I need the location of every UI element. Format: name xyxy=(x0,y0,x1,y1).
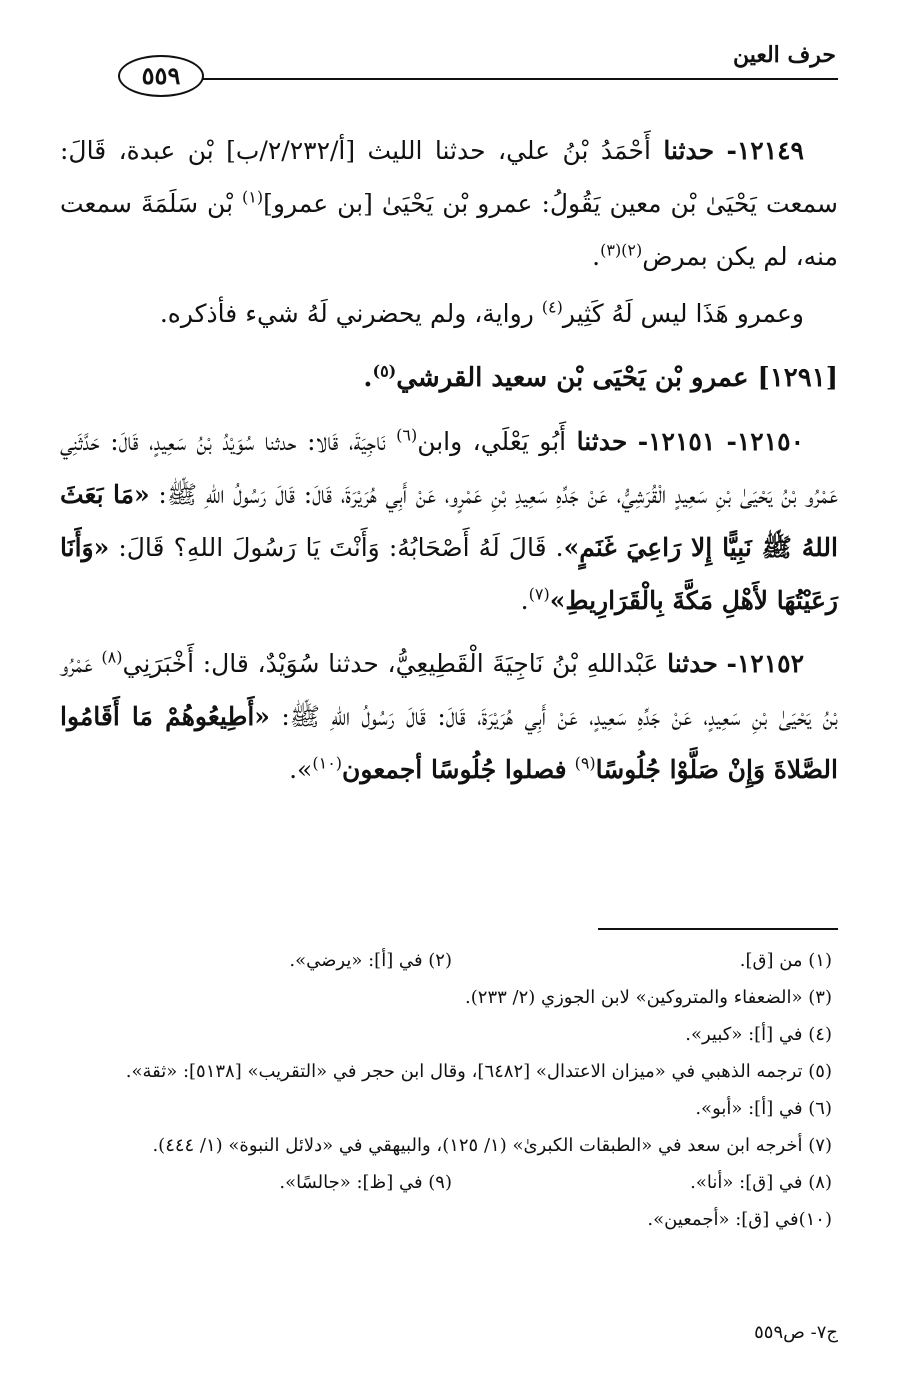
heading-end: . xyxy=(363,363,373,393)
footnote-8: (٨) في [ق]: «أنا». xyxy=(690,1172,832,1193)
paragraph-text: نَاجِيَةَ، قَالا: حدثنا سُوَيْدُ بْنُ سَعِيدٍ، قَالَ: حَدَّثَنِي عَمْرُو بْنُ يَحْيَىٰ بْنِ سَعِيدٍ الْقُرَشِيُّ، عَنْ جَدِّهِ سَعِيدِ بْنِ عَمْرٍو، عَنْ أَبِي هُرَيْرَةَ، قَالَ: قَالَ رَسُولُ اللهِ ﷺ: xyxy=(60,427,839,509)
paragraph-text: رواية، ولم يحضرني لَهُ شيء فأذكره. xyxy=(159,299,534,328)
biography-number: [١٢٩١] xyxy=(757,363,838,393)
main-text xyxy=(60,124,838,806)
biography-title: عمرو بْن يَحْيَى بْن سعيد القرشي xyxy=(396,363,749,393)
running-head: حرف العين xyxy=(732,42,836,68)
footnote-ref[interactable]: (٧) xyxy=(528,584,550,604)
footnote-4: (٤) في [أ]: «كبير». xyxy=(685,1024,832,1045)
footnote-ref[interactable]: (٩) xyxy=(574,753,596,773)
commentary-paragraph xyxy=(60,287,838,340)
volume-page-mark: ج٧- ص٥٥٩ xyxy=(754,1322,838,1343)
paragraph-end: . xyxy=(520,586,529,615)
footnote-7: (٧) أخرجه ابن سعد في «الطبقات الكبرىٰ» (١/ ١٢٥)، والبيهقي في «دلائل النبوة» (١/ ٤٤٤). xyxy=(152,1135,832,1156)
footnote-1: (١) من [ق]. xyxy=(739,950,832,971)
footnote-3: (٣) «الضعفاء والمتروكين» لابن الجوزي (٢/ ٢٣٣). xyxy=(465,987,832,1008)
paragraph-text: بْن سَلَمَةَ سمعت منه، لم يكن بمرض xyxy=(60,189,838,271)
footnote-ref[interactable]: (٤) xyxy=(541,297,563,317)
footnotes xyxy=(60,942,832,1238)
footnote-row xyxy=(60,942,832,979)
prophetic-quote: فصلوا جُلُوسًا أجمعون xyxy=(342,755,567,784)
footnote-5: (٥) ترجمه الذهبي في «ميزان الاعتدال» [٦٤٨٢]، وقال ابن حجر في «التقريب» [٥١٣٨]: «ثقة». xyxy=(125,1061,832,1082)
biography-heading xyxy=(60,352,838,405)
footnote-ref[interactable]: (٢)(٣) xyxy=(600,240,643,260)
narration-lead: حدثنا xyxy=(663,136,715,165)
prophetic-quote: «مَا بَعَثَ اللهُ ﷺ نَبِيًّا إِلا رَاعِيَ غَنَمٍ» xyxy=(60,480,838,562)
page-number: ٥٥٩ xyxy=(118,55,204,97)
footnote-2: (٢) في [أ]: «يرضي». xyxy=(289,950,452,971)
hadith-paragraph-12149 xyxy=(60,124,838,283)
prophetic-quote: «أَطِيعُوهُمْ مَا أَقَامُوا الصَّلاةَ وَإِنْ صَلَّوْا جُلُوسًا xyxy=(60,702,838,784)
footnote-ref[interactable]: (٥) xyxy=(372,361,397,381)
footnote-row xyxy=(60,1164,832,1201)
footnote-ref[interactable]: (٨) xyxy=(101,647,123,667)
paragraph-text: أَحْمَدُ بْنُ علي، حدثنا الليث [أ/٢/٢٣٢/ب] بْن عبدة، قَالَ: سمعت يَحْيَىٰ بْن معين يَقُولُ: عمرو بْن يَحْيَىٰ [بن عمرو] xyxy=(60,136,838,218)
prophetic-quote: «وَأَنَا رَعَيْتُهَا لأَهْلِ مَكَّةَ بِالْقَرَارِيطِ» xyxy=(60,533,838,615)
narration-lead: حدثنا xyxy=(667,649,718,678)
footnote-ref[interactable]: (١٠) xyxy=(312,753,343,773)
hadith-paragraph-12152 xyxy=(60,637,838,796)
paragraph-end: ». xyxy=(289,755,313,784)
footnote-6: (٦) في [أ]: «أبو». xyxy=(695,1098,832,1119)
footnote-9: (٩) في [ظ]: «جالسًا». xyxy=(279,1172,452,1193)
paragraph-text: وعمرو هَذَا ليس لَهُ كَثِير xyxy=(562,299,804,328)
narration-lead: حدثنا xyxy=(576,427,628,456)
footnote-ref[interactable]: (٦) xyxy=(396,425,418,445)
hadith-number: ١٢١٥٢- xyxy=(726,649,805,678)
header-rule xyxy=(200,78,838,80)
paragraph-text: . قَالَ لَهُ أَصْحَابُهُ: وَأَنْتَ يَا رَسُولَ اللهِ؟ قَالَ: xyxy=(118,533,564,562)
footnote-10: (١٠)في [ق]: «أجمعين». xyxy=(647,1209,832,1230)
paragraph-text: عَبْداللهِ بْنُ نَاجِيَةَ الْقَطِيعِيُّ، حدثنا سُوَيْدٌ، قال: أَخْبَرَنِي xyxy=(122,649,659,678)
paragraph-text: عَمْرُو بْنُ يَحْيَىٰ بْنِ سَعِيدٍ، عَنْ جَدِّهِ سَعِيدٍ، عَنْ أَبِي هُرَيْرَةَ، قَالَ: قَالَ رَسُولُ اللهِ ﷺ: xyxy=(60,649,838,731)
hadith-number: ١٢١٤٩- xyxy=(726,136,804,165)
hadith-number: ١٢١٥٠- ١٢١٥١- xyxy=(637,427,804,456)
paragraph-text: أَبُو يَعْلَي، وابن xyxy=(417,427,567,456)
hadith-paragraph-12150 xyxy=(60,415,838,627)
footnote-separator xyxy=(598,928,838,930)
footnote-ref[interactable]: (١) xyxy=(242,187,264,207)
paragraph-end: . xyxy=(592,242,601,271)
